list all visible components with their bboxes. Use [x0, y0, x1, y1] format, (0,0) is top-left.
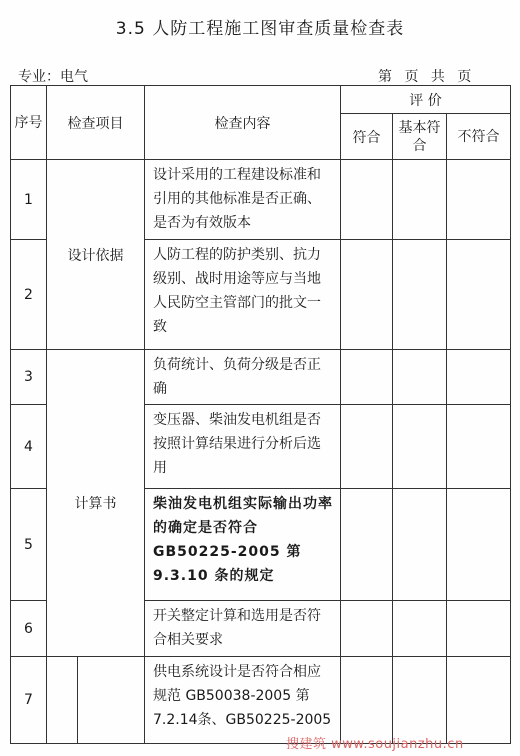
watermark: 搜建筑 www.soujianzhu.cn: [286, 737, 464, 752]
row-number: 5: [11, 489, 47, 601]
row-number: 7: [11, 657, 47, 744]
row-content: 设计采用的工程建设标准和引用的其他标准是否正确、是否为有效版本: [145, 160, 341, 240]
page-count-label: 第 页 共 页: [378, 69, 472, 85]
table-row: [11, 160, 511, 240]
eval-pass-cell[interactable]: [341, 240, 393, 350]
subgroup-left-cell: [47, 657, 78, 743]
page-title: 3.5 人防工程施工图审查质量检查表: [115, 19, 405, 39]
eval-basic-cell[interactable]: [393, 240, 447, 350]
row-number: 4: [11, 405, 47, 489]
eval-fail-cell[interactable]: [447, 601, 511, 657]
group-design-basis: 设计依据: [47, 160, 145, 350]
header-seq: 序号: [11, 86, 47, 160]
group-calc-book: 计算书: [47, 350, 145, 657]
row-content: 人防工程的防护类别、抗力级别、战时用途等应与当地人民防空主管部门的批文一致: [145, 240, 341, 350]
header-eval: 评 价: [341, 86, 511, 114]
eval-basic-cell[interactable]: [393, 160, 447, 240]
eval-fail-cell[interactable]: [447, 405, 511, 489]
table-row: [11, 657, 511, 744]
eval-basic-cell[interactable]: [393, 601, 447, 657]
row-number: 2: [11, 240, 47, 350]
row-content: 供电系统设计是否符合相应规范 GB50038-2005 第7.2.14条、GB50225-2005: [145, 657, 341, 744]
eval-fail-cell[interactable]: [447, 350, 511, 405]
subgroup-right-cell: [78, 657, 144, 743]
eval-basic-cell[interactable]: [393, 405, 447, 489]
header-pass: 符合: [341, 114, 393, 160]
eval-basic-cell[interactable]: [393, 350, 447, 405]
row-number: 3: [11, 350, 47, 405]
table-row: [11, 350, 511, 405]
specialty-label: 专业：电气: [18, 69, 88, 85]
eval-fail-cell[interactable]: [447, 657, 511, 744]
eval-pass-cell[interactable]: [341, 405, 393, 489]
eval-basic-cell[interactable]: [393, 489, 447, 601]
eval-fail-cell[interactable]: [447, 160, 511, 240]
row-content: 负荷统计、负荷分级是否正确: [145, 350, 341, 405]
row-content: 柴油发电机组实际输出功率的确定是否符合GB50225-2005 第 9.3.10 条的规定: [145, 489, 341, 601]
eval-fail-cell[interactable]: [447, 489, 511, 601]
row-content: 开关整定计算和选用是否符合相关要求: [145, 601, 341, 657]
header-basic: 基本符合: [393, 114, 447, 160]
subgroup-cell: [47, 657, 145, 744]
eval-pass-cell[interactable]: [341, 489, 393, 601]
header-item: 检查项目: [47, 86, 145, 160]
eval-pass-cell[interactable]: [341, 601, 393, 657]
eval-fail-cell[interactable]: [447, 240, 511, 350]
header-content: 检查内容: [145, 86, 341, 160]
header-fail: 不符合: [447, 114, 511, 160]
review-checklist-table: [10, 85, 511, 744]
row-number: 6: [11, 601, 47, 657]
eval-pass-cell[interactable]: [341, 657, 393, 744]
eval-pass-cell[interactable]: [341, 160, 393, 240]
row-number: 1: [11, 160, 47, 240]
eval-basic-cell[interactable]: [393, 657, 447, 744]
row-content: 变压器、柴油发电机组是否按照计算结果进行分析后选用: [145, 405, 341, 489]
eval-pass-cell[interactable]: [341, 350, 393, 405]
